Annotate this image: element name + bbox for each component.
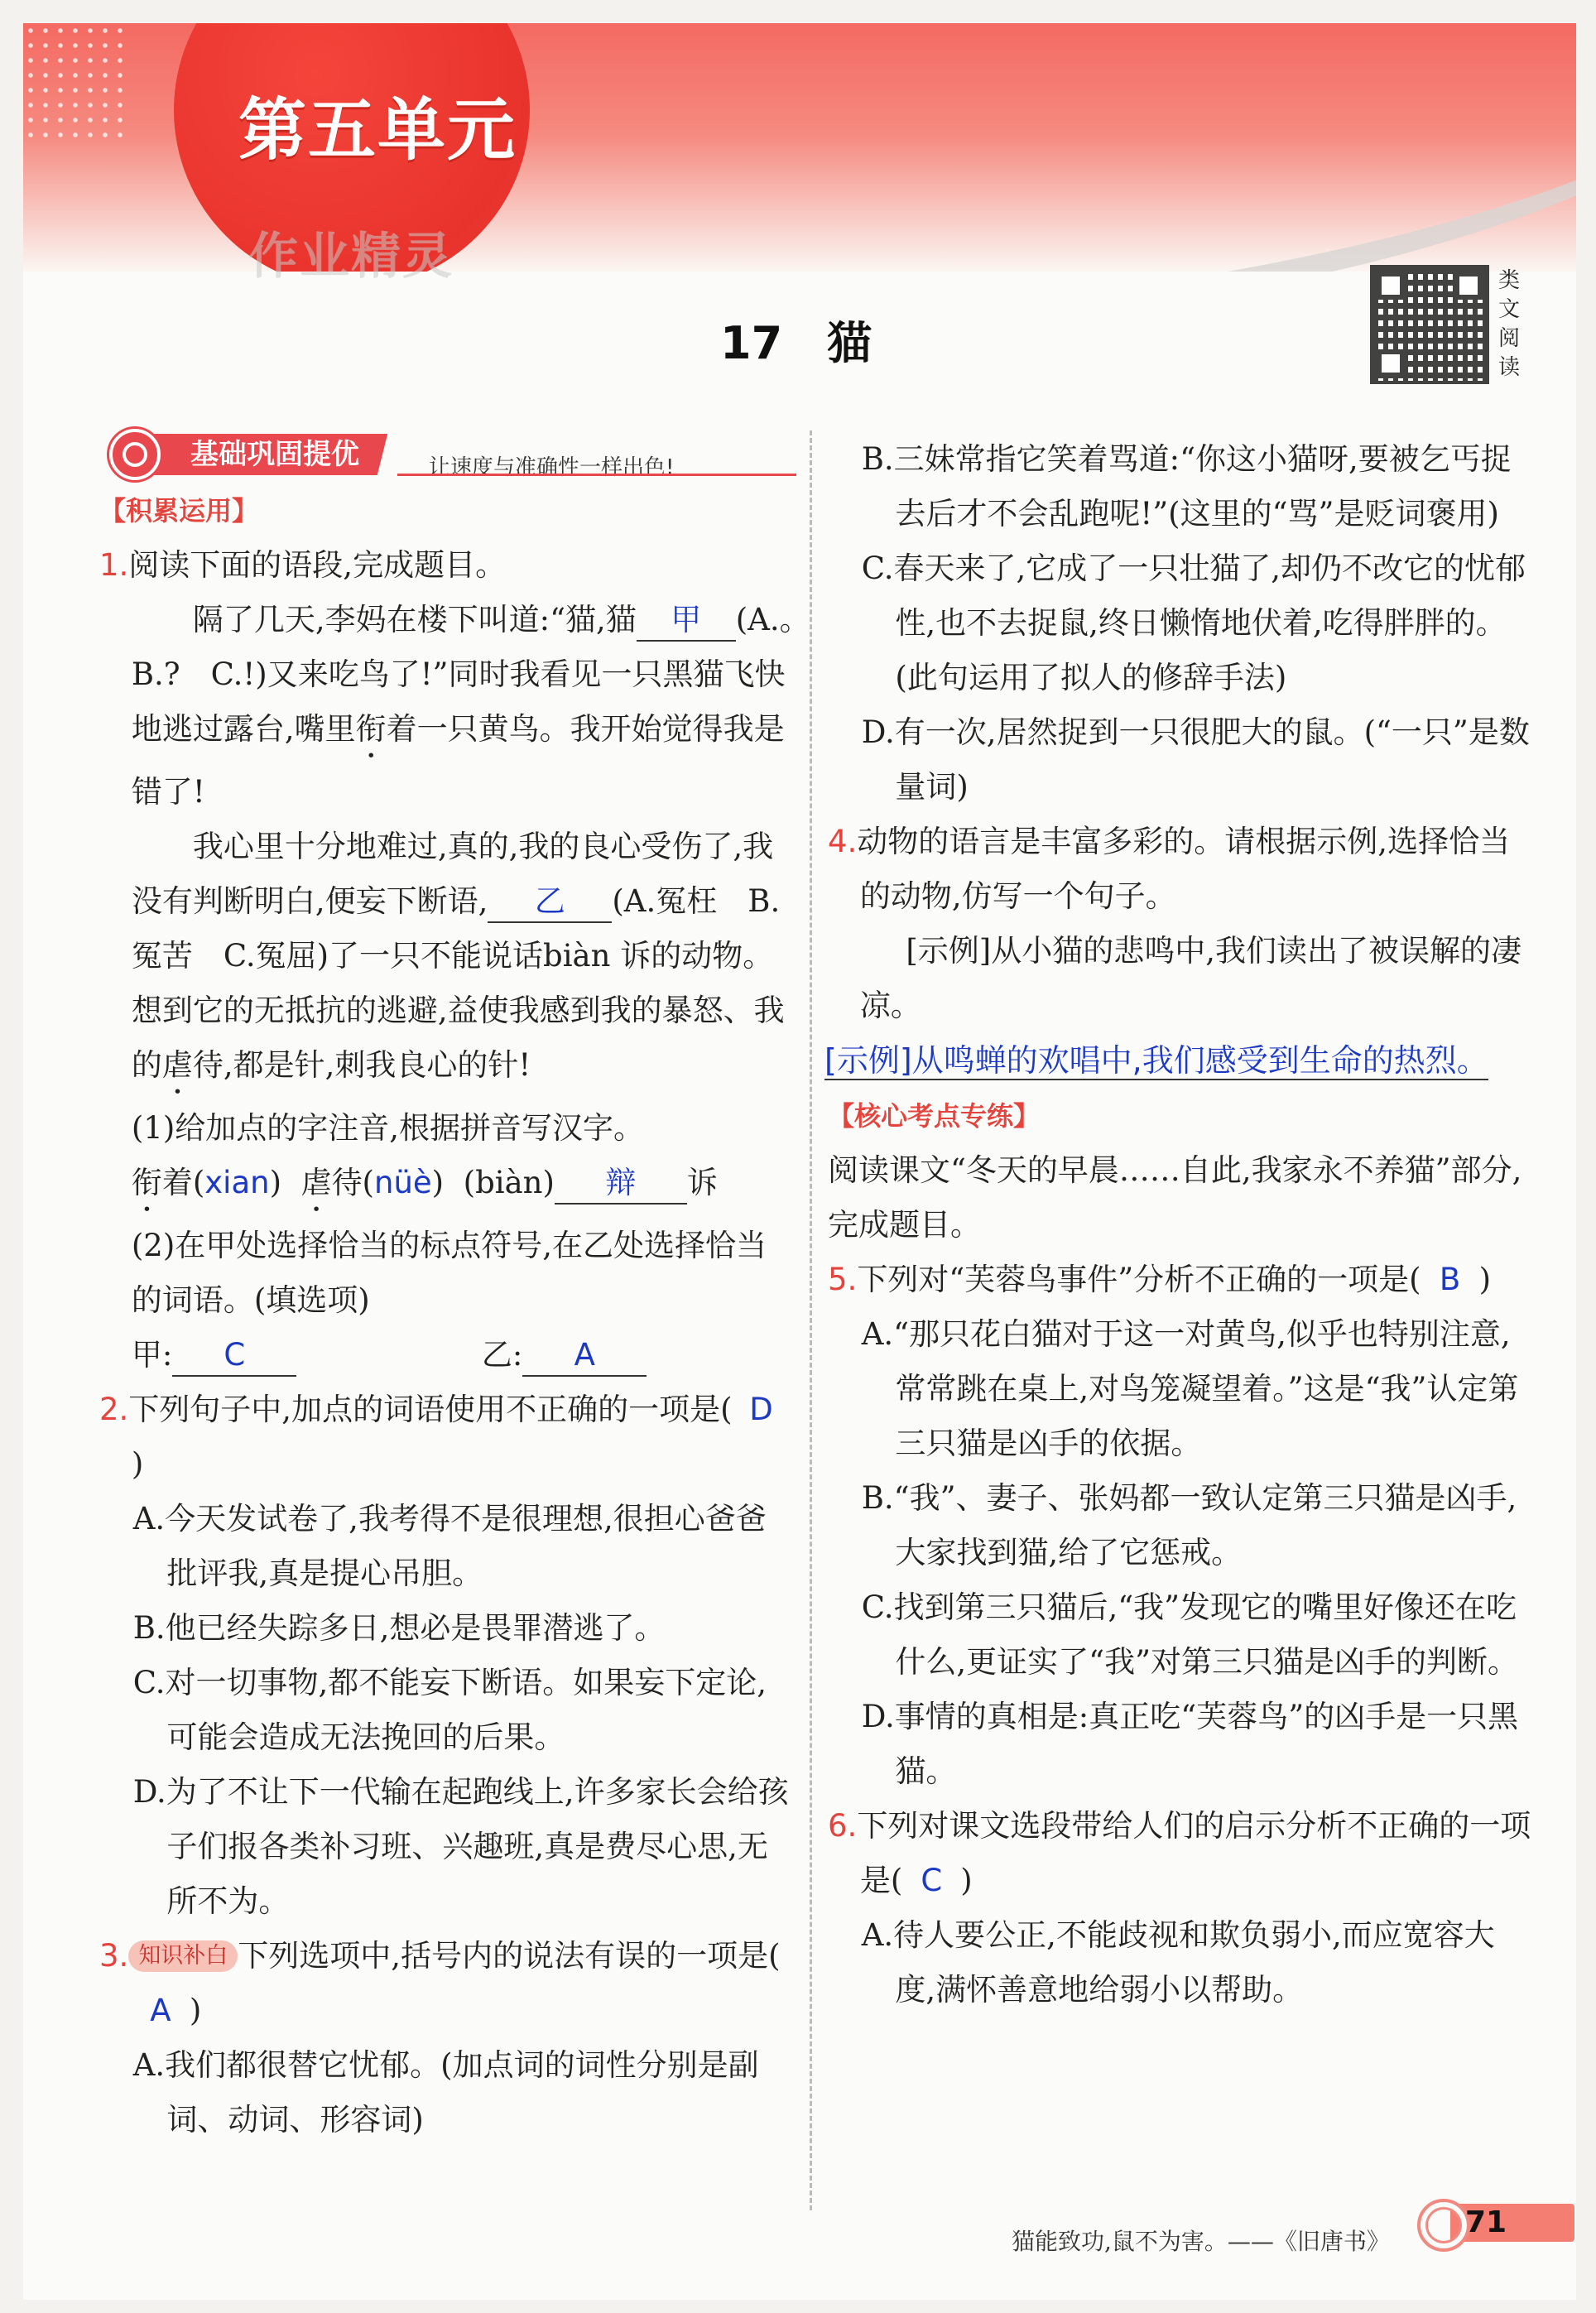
subsection-accumulate: 【积累运用】 (99, 495, 259, 527)
pinyin-answer-1[interactable]: xian (204, 1165, 270, 1200)
question-3-option-c: C.春天来了,它成了一只壮猫了,却仍不改它的忧郁性,也不去捉鼠,终日懒惰地伏着,吃得胖胖的。(此句运用了拟人的修辞手法) (861, 551, 1526, 695)
knowledge-tag: 知识补白 (128, 1940, 238, 1972)
blank-jia[interactable]: 甲 (637, 600, 736, 642)
page-number: 71 (1465, 2205, 1507, 2239)
question-5-option-b: B.“我”、妻子、张妈都一致认定第三只猫是凶手,大家找到猫,给了它惩戒。 (861, 1480, 1517, 1570)
question-2-answer[interactable]: D (749, 1392, 773, 1427)
column-divider (810, 430, 812, 2210)
question-5-answer[interactable]: B (1439, 1262, 1461, 1297)
question-6-option-a: A.待人要公正,不能歧视和欺负弱小,而应宽容大度,满怀善意地给弱小以帮助。 (861, 1917, 1495, 2008)
question-1-sub2: (2)在甲处选择恰当的标点符号,在乙处选择恰当的词语。(填选项) (131, 1228, 767, 1318)
left-column (99, 421, 826, 2147)
page-number-badge (1417, 2195, 1583, 2253)
ring-icon (1417, 2199, 1470, 2252)
question-3-option-d: D.有一次,居然捉到一只很肥大的鼠。(“一只”是数量词) (861, 714, 1530, 805)
question-3-stem: 3. 知识补白 下列选项中,括号内的说法有误的一项是(A ) (99, 1929, 796, 2038)
dot-pattern (23, 23, 123, 139)
unit-title: 第五单元 (238, 91, 517, 170)
question-5-option-a: A.“那只花白猫对于这一对黄鸟,似乎也特别注意,常常跳在桌上,对鸟笼凝望着。”这是“我”认定第三只猫是凶手的依据。 (861, 1316, 1519, 1461)
section-header (99, 421, 796, 478)
subsection-core: 【核心考点专练】 (828, 1100, 1041, 1132)
question-3-answer[interactable]: A (150, 1993, 171, 2028)
question-4-answer[interactable]: [示例]从鸣蝉的欢唱中,我们感受到生命的热烈。 (824, 1042, 1488, 1079)
question-2-option-a: A.今天发试卷了,我考得不是很理想,很担心爸爸批评我,真是提心吊胆。 (132, 1501, 767, 1591)
question-4-example: [示例]从小猫的悲鸣中,我们读出了被误解的凄凉。 (859, 933, 1521, 1023)
question-3-option-b: B.三妹常指它笑着骂道:“你这小猫呀,要被乞丐捉去后才不会乱跑呢!”(这里的“骂”是贬词褒用) (861, 441, 1512, 531)
question-3-option-a: A.我们都很替它忧郁。(加点词的词性分别是副词、动词、形容词) (132, 2047, 759, 2137)
blank-yi[interactable]: 乙 (488, 882, 612, 923)
question-4-stem: 4.动物的语言是丰富多彩的。请根据示例,选择恰当的动物,仿写一个句子。 (828, 824, 1511, 914)
question-1-sub1: (1)给加点的字注音,根据拼音写汉字。 (131, 1110, 645, 1146)
question-5-option-c: C.找到第三只猫后,“我”发现它的嘴里好像还在吃什么,更证实了“我”对第三只猫是凶手的判断。 (861, 1589, 1518, 1680)
answer-yi[interactable]: A (522, 1335, 647, 1377)
question-4-answer-line (824, 1033, 1531, 1089)
question-2-option-c: C.对一切事物,都不能妄下断语。如果妄下定论,可能会造成无法挽回的后果。 (132, 1665, 767, 1755)
lesson-title: 17 猫 (720, 317, 873, 369)
answer-row: 甲: C 乙: A (132, 1328, 796, 1383)
reading-intro: 阅读课文“冬天的早晨……自此,我家永不养猫”部分,完成题目。 (828, 1152, 1522, 1243)
question-6-stem: 6.下列对课文选段带给人们的启示分析不正确的一项是( C ) (828, 1799, 1531, 1908)
pinyin-answer-2[interactable]: nüè (374, 1165, 432, 1200)
question-2-option-b: B.他已经失踪多日,想必是畏罪潜逃了。 (132, 1610, 666, 1646)
question-2-option-d: D.为了不让下一代输在起跑线上,许多家长会给孩子们报各类补习班、兴趣班,真是费尽心思,无所不为。 (132, 1774, 789, 1919)
question-5-option-d: D.事情的真相是:真正吃“芙蓉鸟”的凶手是一只黑猫。 (861, 1699, 1519, 1789)
answer-jia[interactable]: C (172, 1335, 296, 1377)
section-subtitle: 让速度与准确性一样出色! (429, 455, 675, 480)
hanzi-answer[interactable]: 辩 (555, 1163, 687, 1205)
footer-quote: 猫能致功,鼠不为害。——《旧唐书》 (1012, 2228, 1390, 2255)
qr-label: 类文阅读 (1498, 268, 1521, 380)
pinyin-row: 衔着(xian) 虐待(nüè) (biàn) 辩 诉 (132, 1156, 796, 1219)
question-1-stem: 1.阅读下面的语段,完成题目。 (99, 547, 507, 583)
question-2-stem: 2.下列句子中,加点的词语使用不正确的一项是( D) (99, 1383, 796, 1492)
watermark: 作业精灵 (248, 228, 454, 286)
right-column (824, 432, 1531, 2017)
question-5-stem: 5.下列对“芙蓉鸟事件”分析不正确的一项是( B ) (828, 1253, 1531, 1307)
question-6-answer[interactable]: C (921, 1863, 943, 1898)
target-icon (109, 429, 161, 480)
qr-code-icon[interactable] (1370, 265, 1489, 384)
section-tag: 基础巩固提优 (123, 434, 387, 475)
question-1-passage: 隔了几天,李妈在楼下叫道:“猫,猫 甲 (A.。 B.? C.!)又来吃鸟了!”同时我看见一只黑猫飞快地逃过露台,嘴里衔着一只黄鸟。我开始觉得我是错了! 我心里十分地难过,真的,我的良心受伤了,我没有判断明白,便妄下断语, 乙 (A.冤枉 B.冤苦 C.冤屈)了一只不能说话biàn 诉的动物。想到它的无抵抗的逃避,益使我感到我的暴怒、我的虐待,都是针,刺我良心的针! (1)给加点的字注音,根据拼音写汉字。 衔着(xian) 虐待(nüè) (biàn) 辩 诉 (2)在甲处选择恰当的标点符号,在乙处选择恰当的词语。(填选项) 甲: C 乙: A (99, 593, 796, 1383)
